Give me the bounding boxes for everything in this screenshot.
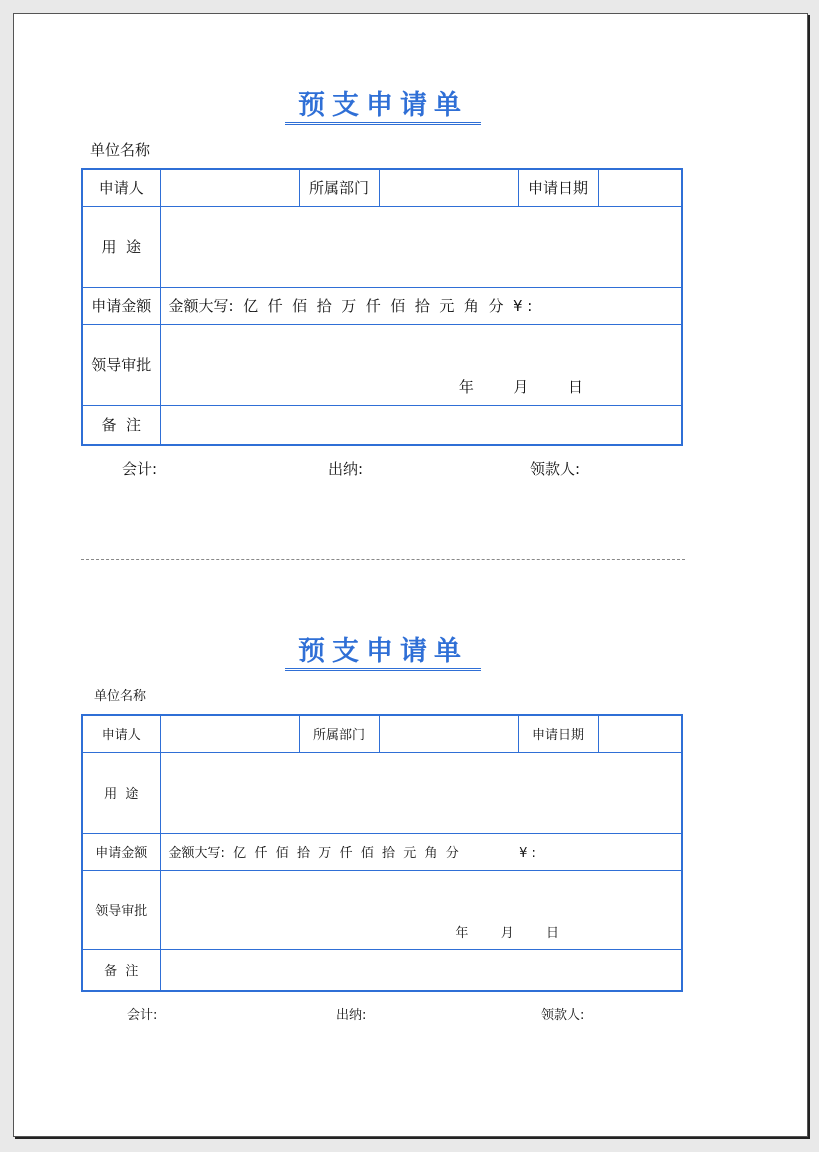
amount-words: 金额大写: 亿 仟 佰 拾 万 仟 佰 拾 元 角 分 [168, 846, 459, 861]
purpose-label: 用 途 [82, 206, 160, 287]
approval-label: 领导审批 [82, 870, 160, 949]
date-label: 申请日期 [518, 169, 598, 206]
approval-date [459, 376, 583, 397]
unit-name-label: 单位名称 [94, 689, 147, 704]
remark-label: 备 注 [82, 405, 160, 445]
approval-field[interactable] [160, 870, 682, 949]
approval-label: 领导审批 [82, 324, 160, 405]
applicant-field[interactable] [160, 715, 299, 752]
year-label: 年 [455, 925, 469, 941]
accountant-label: 会计: [127, 1008, 158, 1023]
department-label: 所属部门 [299, 715, 379, 752]
document-page [13, 13, 808, 1137]
day-label: 日 [545, 925, 559, 941]
department-field[interactable] [379, 715, 518, 752]
remark-label: 备 注 [82, 949, 160, 991]
request-table [81, 168, 683, 446]
purpose-field[interactable] [160, 752, 682, 833]
year-label: 年 [458, 377, 474, 396]
purpose-label: 用 途 [82, 752, 160, 833]
month-label: 月 [500, 925, 514, 941]
department-field[interactable] [379, 169, 518, 206]
approval-date [455, 922, 559, 941]
applicant-field[interactable] [160, 169, 299, 206]
amount-label: 申请金额 [82, 287, 160, 324]
applicant-label: 申请人 [82, 169, 160, 206]
department-label: 所属部门 [299, 169, 379, 206]
cashier-label: 出纳: [328, 460, 364, 478]
accountant-label: 会计: [122, 460, 158, 478]
unit-name-label: 单位名称 [90, 141, 151, 159]
form-title: 预支申请单 [285, 90, 481, 125]
amount-label: 申请金额 [82, 833, 160, 870]
day-label: 日 [567, 377, 583, 396]
date-label: 申请日期 [518, 715, 598, 752]
remark-field[interactable] [160, 949, 682, 991]
month-label: 月 [513, 377, 529, 396]
applicant-label: 申请人 [82, 715, 160, 752]
request-table [81, 714, 683, 992]
date-field[interactable] [598, 169, 682, 206]
cashier-label: 出纳: [336, 1008, 367, 1023]
cut-line [81, 559, 685, 560]
remark-field[interactable] [160, 405, 682, 445]
approval-field[interactable] [160, 324, 682, 405]
date-field[interactable] [598, 715, 682, 752]
amount-yen: ¥ : [519, 846, 536, 861]
amount-field[interactable] [160, 833, 682, 870]
receiver-label: 领款人: [530, 460, 581, 478]
form-title: 预支申请单 [285, 636, 481, 671]
purpose-field[interactable] [160, 206, 682, 287]
amount-field[interactable]: 金额大写: 亿 仟 佰 拾 万 仟 佰 拾 元 角 分 ¥ : [160, 287, 682, 324]
receiver-label: 领款人: [541, 1008, 585, 1023]
